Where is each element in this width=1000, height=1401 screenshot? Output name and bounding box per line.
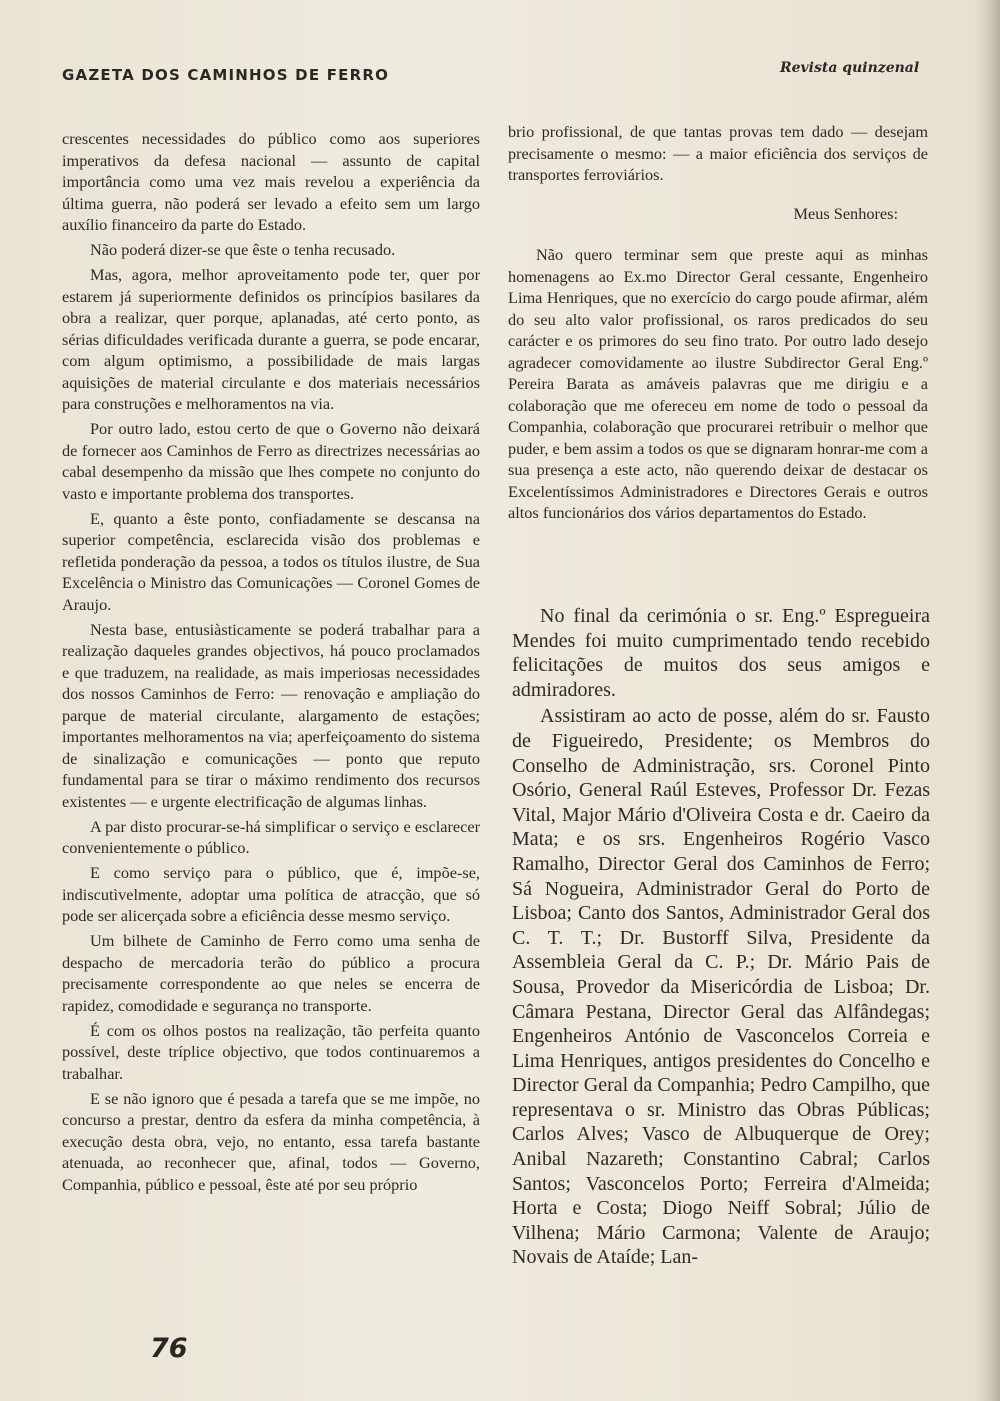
right-column-report (512, 604, 930, 1272)
paragraph: Não poderá dizer-se que êste o tenha recusado. (90, 240, 396, 259)
salutation: Meus Senhores: (793, 203, 898, 223)
paragraph: Um bilhete de Caminho de Ferro como uma senha de despacho de mercadoria terão do público a procura precisamente correspondente ao que neles se encerra de rapidez, comodidade e segurança no transporte. (62, 931, 480, 1015)
paragraph: E como serviço para o público, que é, impõe-se, indiscutìvelmente, adoptar uma política de atracção, que só pode ser alicerçada sobre a eficiência desse mesmo serviço. (62, 863, 480, 925)
paragraph: No final da cerimónia o sr. Eng.º Espregueira Mendes foi muito cumprimentado tendo recebido felicitações de muitos dos seus amigos e admiradores. (512, 605, 930, 701)
paragraph: Mas, agora, melhor aproveitamento pode ter, quer por estarem já superiormente definidos os princípios basilares da obra a realizar, quer porque, aplanadas, até certo ponto, as sérias dificuldades verificada durante a guerra, se pode encarar, com algum optimismo, a possibilidade de mais largas aquisições de material circulante e dos materiais necessários para construções e melhoramentos na via. (62, 265, 480, 413)
paragraph: crescentes necessidades do público como aos superiores imperativos da defesa nacional — assunto de capital importância como uma vez mais revelou a experiência da última guerra, não poderá ser levado a efeito sem um largo auxílio financeiro da parte do Estado. (62, 129, 480, 234)
right-column-speech (508, 121, 928, 527)
paragraph: Nesta base, entusiàsticamente se poderá trabalhar para a realização daqueles grandes objectivos, há pouco proclamados e que traduzem, na realidade, as mais imperiosas necessidades dos nossos Caminhos de Ferro: — renovação e ampliação do parque de material circulante, alargamento de estações; importantes melhoramentos na via; aperfeiçoamento do sistema de sinalização e comunicações — ponto que reputo fundamental para se tirar o máximo rendimento dos recursos existentes — e urgente electrificação de algumas linhas. (62, 619, 480, 811)
paragraph: Por outro lado, estou certo de que o Governo não deixará de fornecer aos Caminhos de Ferro as directrizes necessárias ao cabal desempenho da missão que lhes compete no conjunto do vasto e importante problema dos transportes. (62, 419, 480, 503)
running-header-section: Revista quinzenal (780, 60, 920, 76)
paragraph: É com os olhos postos na realização, tão perfeita quanto possível, deste tríplice objectivo, que todos continuaremos a trabalhar. (62, 1020, 480, 1083)
page-number: 76 (150, 1333, 188, 1364)
page-edge-shadow (974, 0, 1000, 1401)
running-header-publication: GAZETA DOS CAMINHOS DE FERRO (62, 66, 390, 84)
paragraph: A par disto procurar-se-há simplificar o serviço e esclarecer convenientemente o público. (62, 816, 480, 857)
paragraph: E, quanto a êste ponto, confiadamente se descansa na superior competência, esclarecida visão dos problemas e refletida ponderação da pessoa, a todos os títulos ilustre, de Sua Excelência o Ministro das Comunicações — Coronel Gomes de Araujo. (62, 508, 480, 614)
paragraph: brio profissional, de que tantas provas tem dado — desejam precisamente o mesmo: — a maior eficiência dos serviços de transportes ferroviários. (508, 122, 928, 184)
paragraph: Assistiram ao acto de posse, além do sr. Fausto de Figueiredo, Presidente; os Membros do Conselho de Administração, srs. Coronel Pinto Osório, General Raúl Esteves, Professor Dr. Fezas Vital, Major Mário d'Oliveira Costa e dr. Caeiro da Mata; e os srs. Engenheiros Rogério Vasco Ramalho, Director Geral dos Caminhos de Ferro; Sá Nogueira, Administrador Geral do Porto de Lisboa; Canto dos Santos, Administrador Geral dos C. T. T.; Dr. Bustorff Silva, Presidente da Assembleia Geral da C. P.; Dr. Mário Pais de Sousa, Provedor da Misericórdia de Lisboa; Dr. Câmara Pestana, Director Geral das Alfândegas; Engenheiros António de Vasconcelos Correia e Lima Henriques, antigos presidentes do Concelho e Director Geral da Companhia; Pedro Campilho, que representava o sr. Ministro das Obras Públicas; Carlos Alves; Vasco de Albuquerque de Orey; Anibal Nazareth; Constantino Cabral; Carlos Santos; Vasconcelos Porto; Ferreira d'Almeida; Horta e Costa; Diogo Neiff Sobral; Júlio de Vilhena; Mário Carmona; Valente de Araujo; Novais de Ataíde; Lan- (512, 705, 930, 1269)
left-column (62, 128, 480, 1199)
paragraph: E se não ignoro que é pesada a tarefa que se me impõe, no concurso a prestar, dentro da esfera da minha competência, à execução desta obra, vejo, no entanto, essa tarefa bastante atenuada, ao reconhecer que, afinal, todos — Governo, Companhia, público e pessoal, êste até por seu próprio (62, 1088, 480, 1194)
paragraph: Não quero terminar sem que preste aqui as minhas homenagens ao Ex.mo Director Geral cessante, Engenheiro Lima Henriques, que no exercício do cargo poude afirmar, além do seu alto valor profissional, os raros predicados do seu carácter e os primores do seu fino trato. Por outro lado desejo agradecer comovidamente ao ilustre Subdirector Geral Eng.º Pereira Barata as amáveis palavras que me dirigiu e a colaboração que me ofereceu em nome de todo o pessoal da Companhia, colaboração que procurarei retribuir o melhor que puder, e bem assim a todos os que se dignaram honrar-me com a sua presença a este acto, não querendo deixar de destacar os Excelentíssimos Administradores e Directores Gerais e outros altos funcionários dos vários departamentos do Estado. (508, 245, 928, 522)
